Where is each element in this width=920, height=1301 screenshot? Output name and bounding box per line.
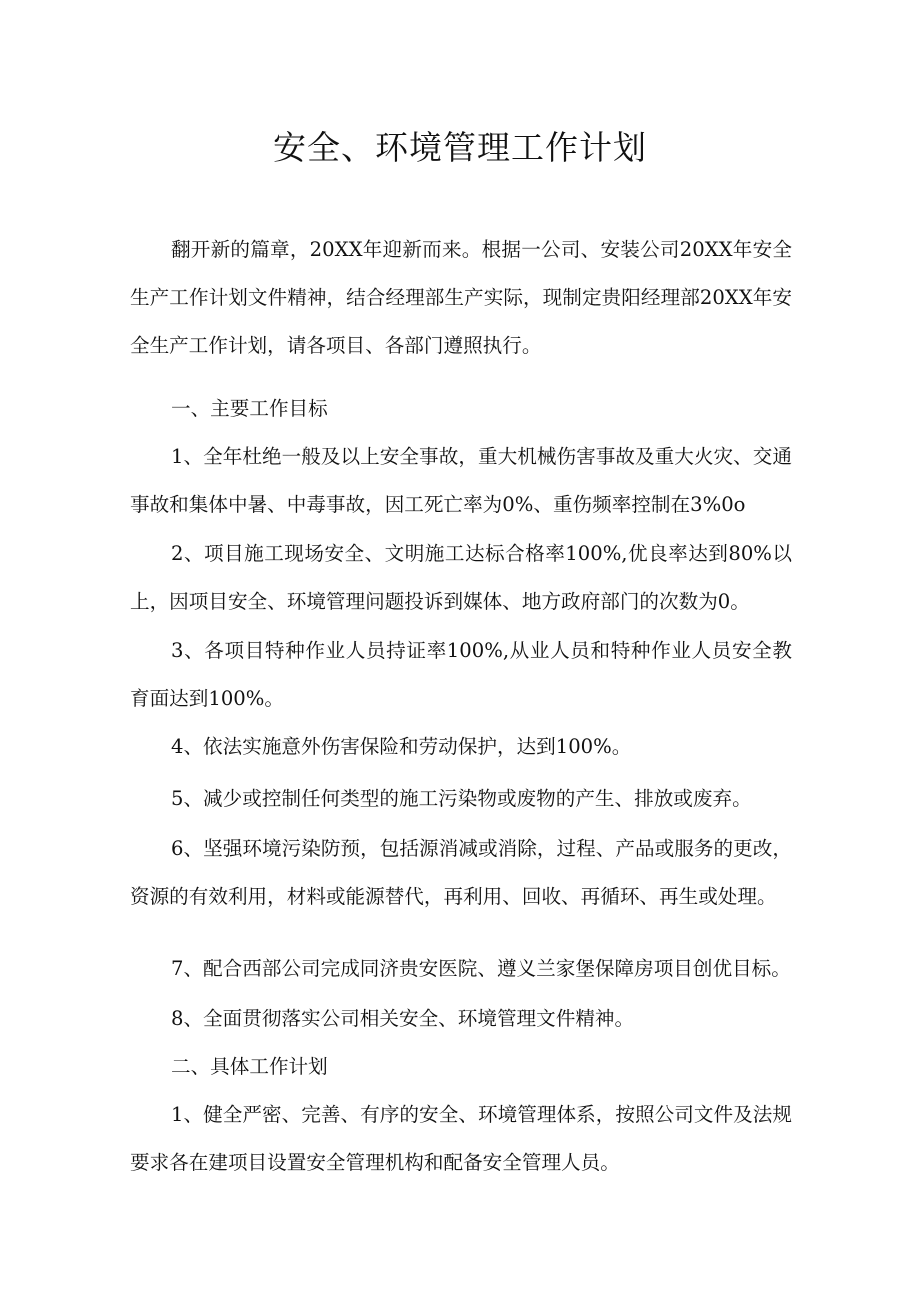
section-heading-goals: 一、主要工作目标 — [171, 397, 328, 420]
goal-item-8: 8、全面贯彻落实公司相关安全、环境管理文件精神。 — [171, 1007, 635, 1030]
goal-item-7: 7、配合西部公司完成同济贵安医院、遵义兰家堡保障房项目创优目标。 — [171, 957, 791, 980]
plan-item-1: 1、健全严密、完善、有序的安全、环境管理体系，按照公司文件及法规要求各在建项目设置安全管理机构和配备安全管理人员。 — [130, 1103, 792, 1174]
goal-item-6: 6、坚强环境污染防预，包括源消减或消除，过程、产品或服务的更改，资源的有效利用，材料或能源替代，再利用、回收、再循环、再生或处理。 — [130, 837, 792, 908]
section-heading-plans: 二、具体工作计划 — [171, 1055, 328, 1078]
goal-item-1: 1、全年杜绝一般及以上安全事故，重大机械伤害事故及重大火灾、交通事故和集体中暑、中毒事故，因工死亡率为0%、重伤频率控制在3%0o — [130, 445, 792, 516]
document-title: 安全、环境管理工作计划 — [273, 128, 647, 167]
goal-item-4: 4、依法实施意外伤害保险和劳动保护，达到100%。 — [171, 735, 632, 758]
goal-item-2: 2、项目施工现场安全、文明施工达标合格率100%,优良率达到80%以上，因项目安全、环境管理问题投诉到媒体、地方政府部门的次数为0。 — [130, 542, 792, 613]
goal-item-3: 3、各项目特种作业人员持证率100%,从业人员和特种作业人员安全教育面达到100%。 — [130, 639, 792, 710]
intro-paragraph: 翻开新的篇章，20XX年迎新而来。根据一公司、安装公司20XX年安全生产工作计划文件精神，结合经理部生产实际，现制定贵阳经理部20XX年安全生产工作计划，请各项目、各部门遵照执行。 — [130, 238, 792, 357]
goal-item-5: 5、减少或控制任何类型的施工污染物或废物的产生、排放或废弃。 — [171, 787, 752, 810]
